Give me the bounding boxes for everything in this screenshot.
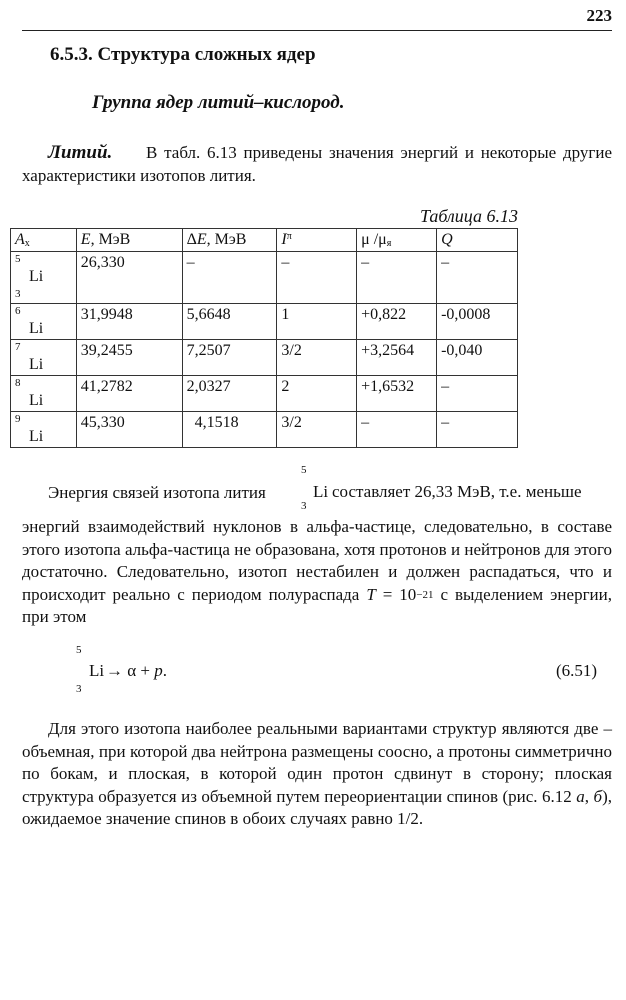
binding-energy-paragraph xyxy=(22,516,612,629)
cell-spin-parity: 1 xyxy=(277,304,357,340)
equation-number: (6.51) xyxy=(556,661,598,680)
eq-iso-symbol: Li xyxy=(89,661,105,680)
header-spin-parity: $I^\pi$ xyxy=(277,229,357,252)
header-magnetic-moment: μ /μя xyxy=(357,229,437,252)
table-header-row xyxy=(11,229,518,252)
cell-energy: 26,330 xyxy=(76,252,182,304)
halflife-var: T xyxy=(366,584,376,604)
halflife-eq: = 10 xyxy=(375,584,417,604)
intro-lead: Литий. xyxy=(48,142,113,163)
page-number: 223 xyxy=(586,6,612,25)
inline-iso-charge: 3 xyxy=(301,500,307,512)
cell-nuclide: 8 Li xyxy=(11,376,77,412)
table-row xyxy=(11,412,518,448)
halflife-rest: с выделением энергии, при этом xyxy=(22,584,612,626)
cell-delta-energy: 2,0327 xyxy=(182,376,277,412)
header-energy: E, МэВ xyxy=(76,229,182,252)
cell-delta-energy: 7,2507 xyxy=(182,340,277,376)
cell-spin-parity: – xyxy=(277,252,357,304)
intro-text: В табл. 6.13 приведены значения энергий и некоторые другие характеристики изотопов лития. xyxy=(22,143,612,185)
header-delta-energy: ΔE, МэВ xyxy=(182,229,277,252)
binding-energy-body: энергий взаимодействий нуклонов в альфа-частице, следовательно, в составе этого изотопа альфа-частица не образована, хотя протонов и нейтронов для этого достаточно. Следовательно, изотоп нестабилен и должен распадаться, что и происходит реально с периодом полураспада xyxy=(22,517,612,604)
binding-energy-start: Энергия связей изотопа лития xyxy=(48,483,266,502)
inline-iso-symbol: Li xyxy=(313,482,329,501)
table-row xyxy=(11,252,518,304)
table-row xyxy=(11,340,518,376)
cell-magnetic-moment: – xyxy=(357,252,437,304)
cell-magnetic-moment: +1,6532 xyxy=(357,376,437,412)
eq-iso-charge: 3 xyxy=(76,683,82,695)
cell-quadrupole: – xyxy=(437,252,518,304)
cell-delta-energy: 4,1518 xyxy=(182,412,277,448)
cell-quadrupole: -0,040 xyxy=(437,340,518,376)
inline-iso-mass: 5 xyxy=(301,464,307,476)
table-row xyxy=(11,304,518,340)
cell-quadrupole: – xyxy=(437,376,518,412)
cell-spin-parity: 3/2 xyxy=(277,412,357,448)
eq-decay: → α + p. xyxy=(106,661,167,680)
table-row xyxy=(11,376,518,412)
cell-delta-energy: – xyxy=(182,252,277,304)
isotope-table xyxy=(10,228,518,448)
cell-magnetic-moment: – xyxy=(357,412,437,448)
cell-nuclide: 9 Li xyxy=(11,412,77,448)
table-caption: Таблица 6.13 xyxy=(419,206,518,226)
cell-energy: 45,330 xyxy=(76,412,182,448)
cell-nuclide: 5 Li 3 xyxy=(11,252,77,304)
subsection-title: Группа ядер литий–кислород. xyxy=(92,92,345,113)
cell-magnetic-moment: +0,822 xyxy=(357,304,437,340)
cell-magnetic-moment: +3,2564 xyxy=(357,340,437,376)
cell-energy: 39,2455 xyxy=(76,340,182,376)
structure-paragraph: Для этого изотопа наиболее реальными вариантами структур являются две – объемная, при которой два нейтрона размещены соосно, а протоны симметрично по бокам, и плоская, в которой один протон сдвинут в сторону; плоская структура образуется из объемной путем переориентации спинов (рис. 6.12 а, б), ожидаемое значение спинов в обоих случаях равно 1/2. xyxy=(22,719,613,828)
cell-nuclide: 7 Li xyxy=(11,340,77,376)
cell-quadrupole: – xyxy=(437,412,518,448)
cell-spin-parity: 2 xyxy=(277,376,357,412)
intro-paragraph xyxy=(22,142,612,187)
halflife-exp: −21 xyxy=(416,588,434,601)
cell-spin-parity: 3/2 xyxy=(277,340,357,376)
cell-energy: 31,9948 xyxy=(76,304,182,340)
cell-delta-energy: 5,6648 xyxy=(182,304,277,340)
header-rule xyxy=(22,30,612,31)
header-quadrupole: Q xyxy=(437,229,518,252)
cell-nuclide: 6 Li xyxy=(11,304,77,340)
cell-quadrupole: -0,0008 xyxy=(437,304,518,340)
eq-iso-mass: 5 xyxy=(76,644,82,656)
binding-energy-rest: составляет 26,33 МэВ, т.е. меньше xyxy=(332,482,582,501)
cell-energy: 41,2782 xyxy=(76,376,182,412)
section-title: 6.5.3. Структура сложных ядер xyxy=(50,44,316,65)
header-ax: Ax xyxy=(11,229,77,252)
